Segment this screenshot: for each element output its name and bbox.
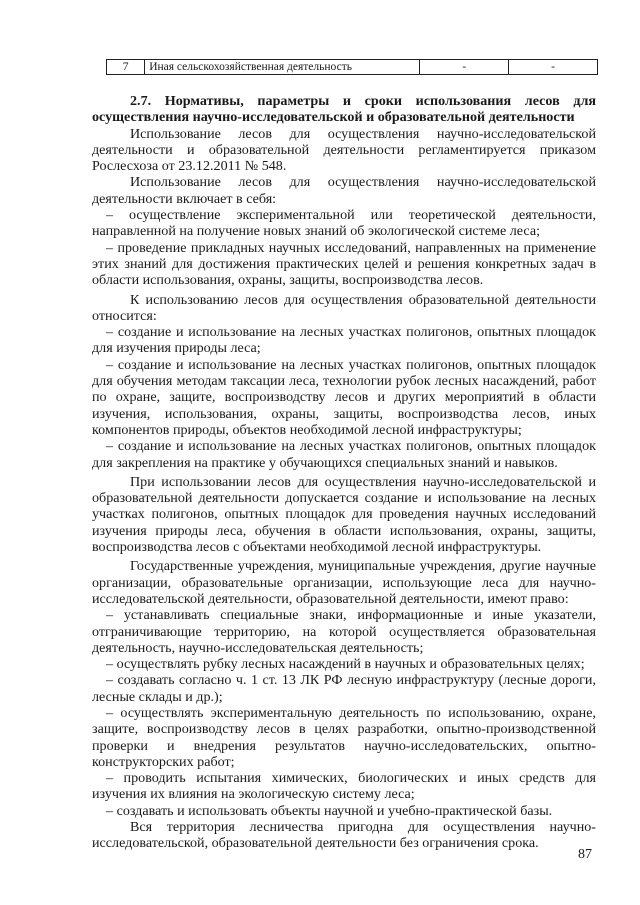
activity-name-cell: Иная сельскохозяйственная деятельность bbox=[145, 60, 420, 75]
value-cell: - bbox=[509, 60, 598, 75]
section-body bbox=[92, 93, 596, 852]
table-row bbox=[107, 60, 598, 75]
section-title: 2.7. Нормативы, параметры и сроки использования лесов для осуществления научно-исследовательской и образовательной деятельности bbox=[92, 93, 596, 126]
list-item: – устанавливать специальные знаки, информационные и иные указатели, отграничивающие территорию, на которой осуществляется образовательная деятельность, научно-исследовательская деятельность; bbox=[92, 607, 596, 656]
list-item: – создание и использование на лесных участках полигонов, опытных площадок для обучения методам таксации леса, технологии рубок лесных насаждений, работ по охране, защите, воспроизводству лесов и других мероприятий в области изучения, использования, охраны, защиты, воспроизводства лесов, иных компонентов природы, объектов необходимой лесной инфраструктуры; bbox=[92, 356, 596, 438]
paragraph: При использовании лесов для осуществления научно-исследовательской и образовательной деятельности допускается создание и использование на лесных участках полигонов, опытных площадок для проведения научных исследований изучения природы леса, обучения в области использования, охраны, защиты, воспроизводства лесов с объектами необходимой лесной инфраструктуры. bbox=[92, 473, 596, 556]
list-item: – проведение прикладных научных исследований, направленных на применение этих знаний для достижения практических целей и решения конкретных задач в области использования, охраны, защиты, воспроизводства лесов. bbox=[92, 239, 596, 289]
list-item: – создание и использование на лесных участках полигонов, опытных площадок для изучения природы леса; bbox=[92, 324, 596, 357]
paragraph: Использование лесов для осуществления научно-исследовательской деятельности и образовательной деятельности регламентируется приказом Рослесхоза от 23.12.2011 № 548. bbox=[92, 125, 596, 175]
list-item: – создавать и использовать объекты научной и учебно-практической базы. bbox=[106, 802, 553, 819]
row-number-cell: 7 bbox=[107, 60, 145, 75]
land-use-table-fragment bbox=[106, 59, 598, 75]
list-item: – создание и использование на лесных участках полигонов, опытных площадок для закрепления на практике у обучающихся специальных знаний и навыков. bbox=[92, 438, 596, 471]
list-item: – осуществлять экспериментальную деятельность по использованию, охране, защите, воспроизводству лесов в целях разработки, опытно-производственной проверки и внедрения результатов научно-исследовательских, опытно-конструкторских работ; bbox=[92, 704, 596, 770]
list-item: – создавать согласно ч. 1 ст. 13 ЛК РФ лесную инфраструктуру (лесные дороги, лесные склады и др.); bbox=[92, 672, 596, 705]
value-cell: - bbox=[420, 60, 509, 75]
paragraph: Вся территория лесничества пригодна для осуществления научно-исследовательской, образовательной деятельности без ограничения срока. bbox=[92, 819, 596, 852]
paragraph: Государственные учреждения, муниципальные учреждения, другие научные организации, образовательные организации, использующие леса для научно-исследовательской деятельности, образовательной деятельности, имеют право: bbox=[92, 558, 596, 607]
paragraph: Использование лесов для осуществления научно-исследовательской деятельности включает в себя: bbox=[92, 174, 596, 207]
list-item: – осуществление экспериментальной или теоретической деятельности, направленной на получение новых знаний об экологической системе леса; bbox=[92, 207, 596, 240]
paragraph: К использованию лесов для осуществления образовательной деятельности относится: bbox=[92, 291, 596, 324]
list-item: – осуществлять рубку лесных насаждений в научных и образовательных целях; bbox=[106, 656, 585, 673]
page-number: 87 bbox=[578, 847, 592, 862]
list-item: – проводить испытания химических, биологических и иных средств для изучения их влияния на экологическую систему леса; bbox=[92, 770, 596, 803]
